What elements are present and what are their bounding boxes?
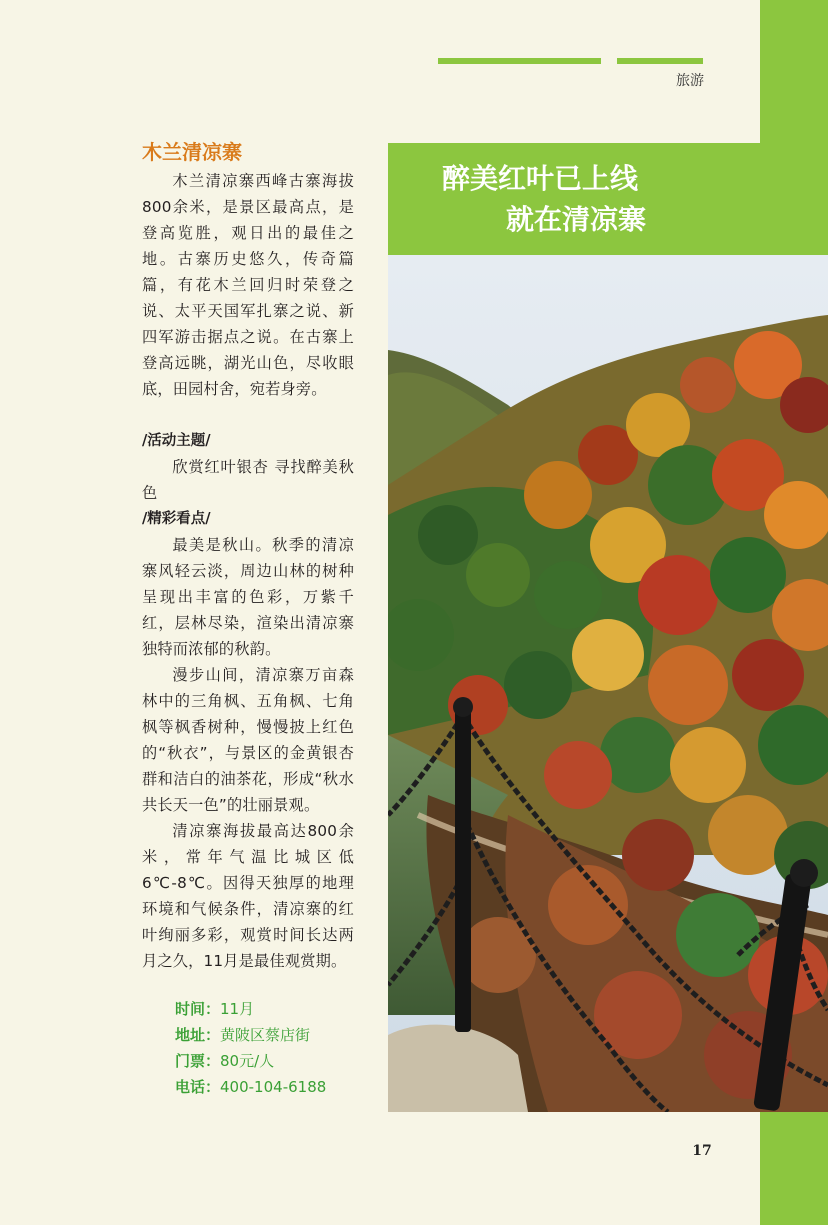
highlights-paragraph-2: 漫步山间，清凉寨万亩森林中的三角枫、五角枫、七角枫等枫香树种，慢慢披上红色的“秋衣”，与景区的金黄银杏群和洁白的油茶花，形成“秋水共长天一色”的壮丽景观。 <box>142 666 354 814</box>
intro-paragraph: 木兰清凉寨西峰古寨海拔800余米，是景区最高点，是登高览胜，观日出的最佳之地。古寨历史悠久，传奇篇篇，有花木兰回归时荣登之说、太平天国军扎寨之说、新四军游击据点之说。在古寨上登高远眺，湖光山色，尽收眼底，田园村舍，宛若身旁。 <box>142 172 354 398</box>
info-ticket: 门票：80元/人 <box>175 1052 275 1070</box>
banner-line-2: 就在清凉寨 <box>506 203 647 236</box>
theme-text: 欣赏红叶银杏 寻找醉美秋色 <box>142 458 354 502</box>
headline-banner <box>388 143 828 255</box>
highlights-heading: /精彩看点/ <box>142 510 211 527</box>
article-column <box>142 138 354 1100</box>
header-rule-right <box>617 58 703 64</box>
theme-heading: /活动主题/ <box>142 432 211 449</box>
highlights-paragraph-3: 清凉寨海拔最高达800余米，常年气温比城区低6℃-8℃。因得天独厚的地理环境和气候条件，清凉寨的红叶绚丽多彩，观赏时间长达两月之久，11月是最佳观赏期。 <box>142 822 354 970</box>
info-time: 时间：11月 <box>175 1000 255 1018</box>
banner-line-1: 醉美红叶已上线 <box>442 162 639 195</box>
info-address: 地址：黄陂区蔡店街 <box>175 1026 311 1044</box>
visitor-info <box>142 996 354 1100</box>
article-title: 木兰清凉寨 <box>142 140 242 164</box>
autumn-forest-photo <box>388 255 828 1112</box>
highlights-paragraph-1: 最美是秋山。秋季的清凉寨风轻云淡，周边山林的树种呈现出丰富的色彩，万紫千红，层林尽染，渲染出清凉寨独特而浓郁的秋韵。 <box>142 536 354 658</box>
page-number: 17 <box>692 1143 712 1159</box>
header-rule-left <box>438 58 601 64</box>
autumn-forest-illustration <box>388 255 828 1112</box>
section-label: 旅游 <box>676 73 704 89</box>
info-phone: 电话：400-104-6188 <box>175 1078 327 1096</box>
